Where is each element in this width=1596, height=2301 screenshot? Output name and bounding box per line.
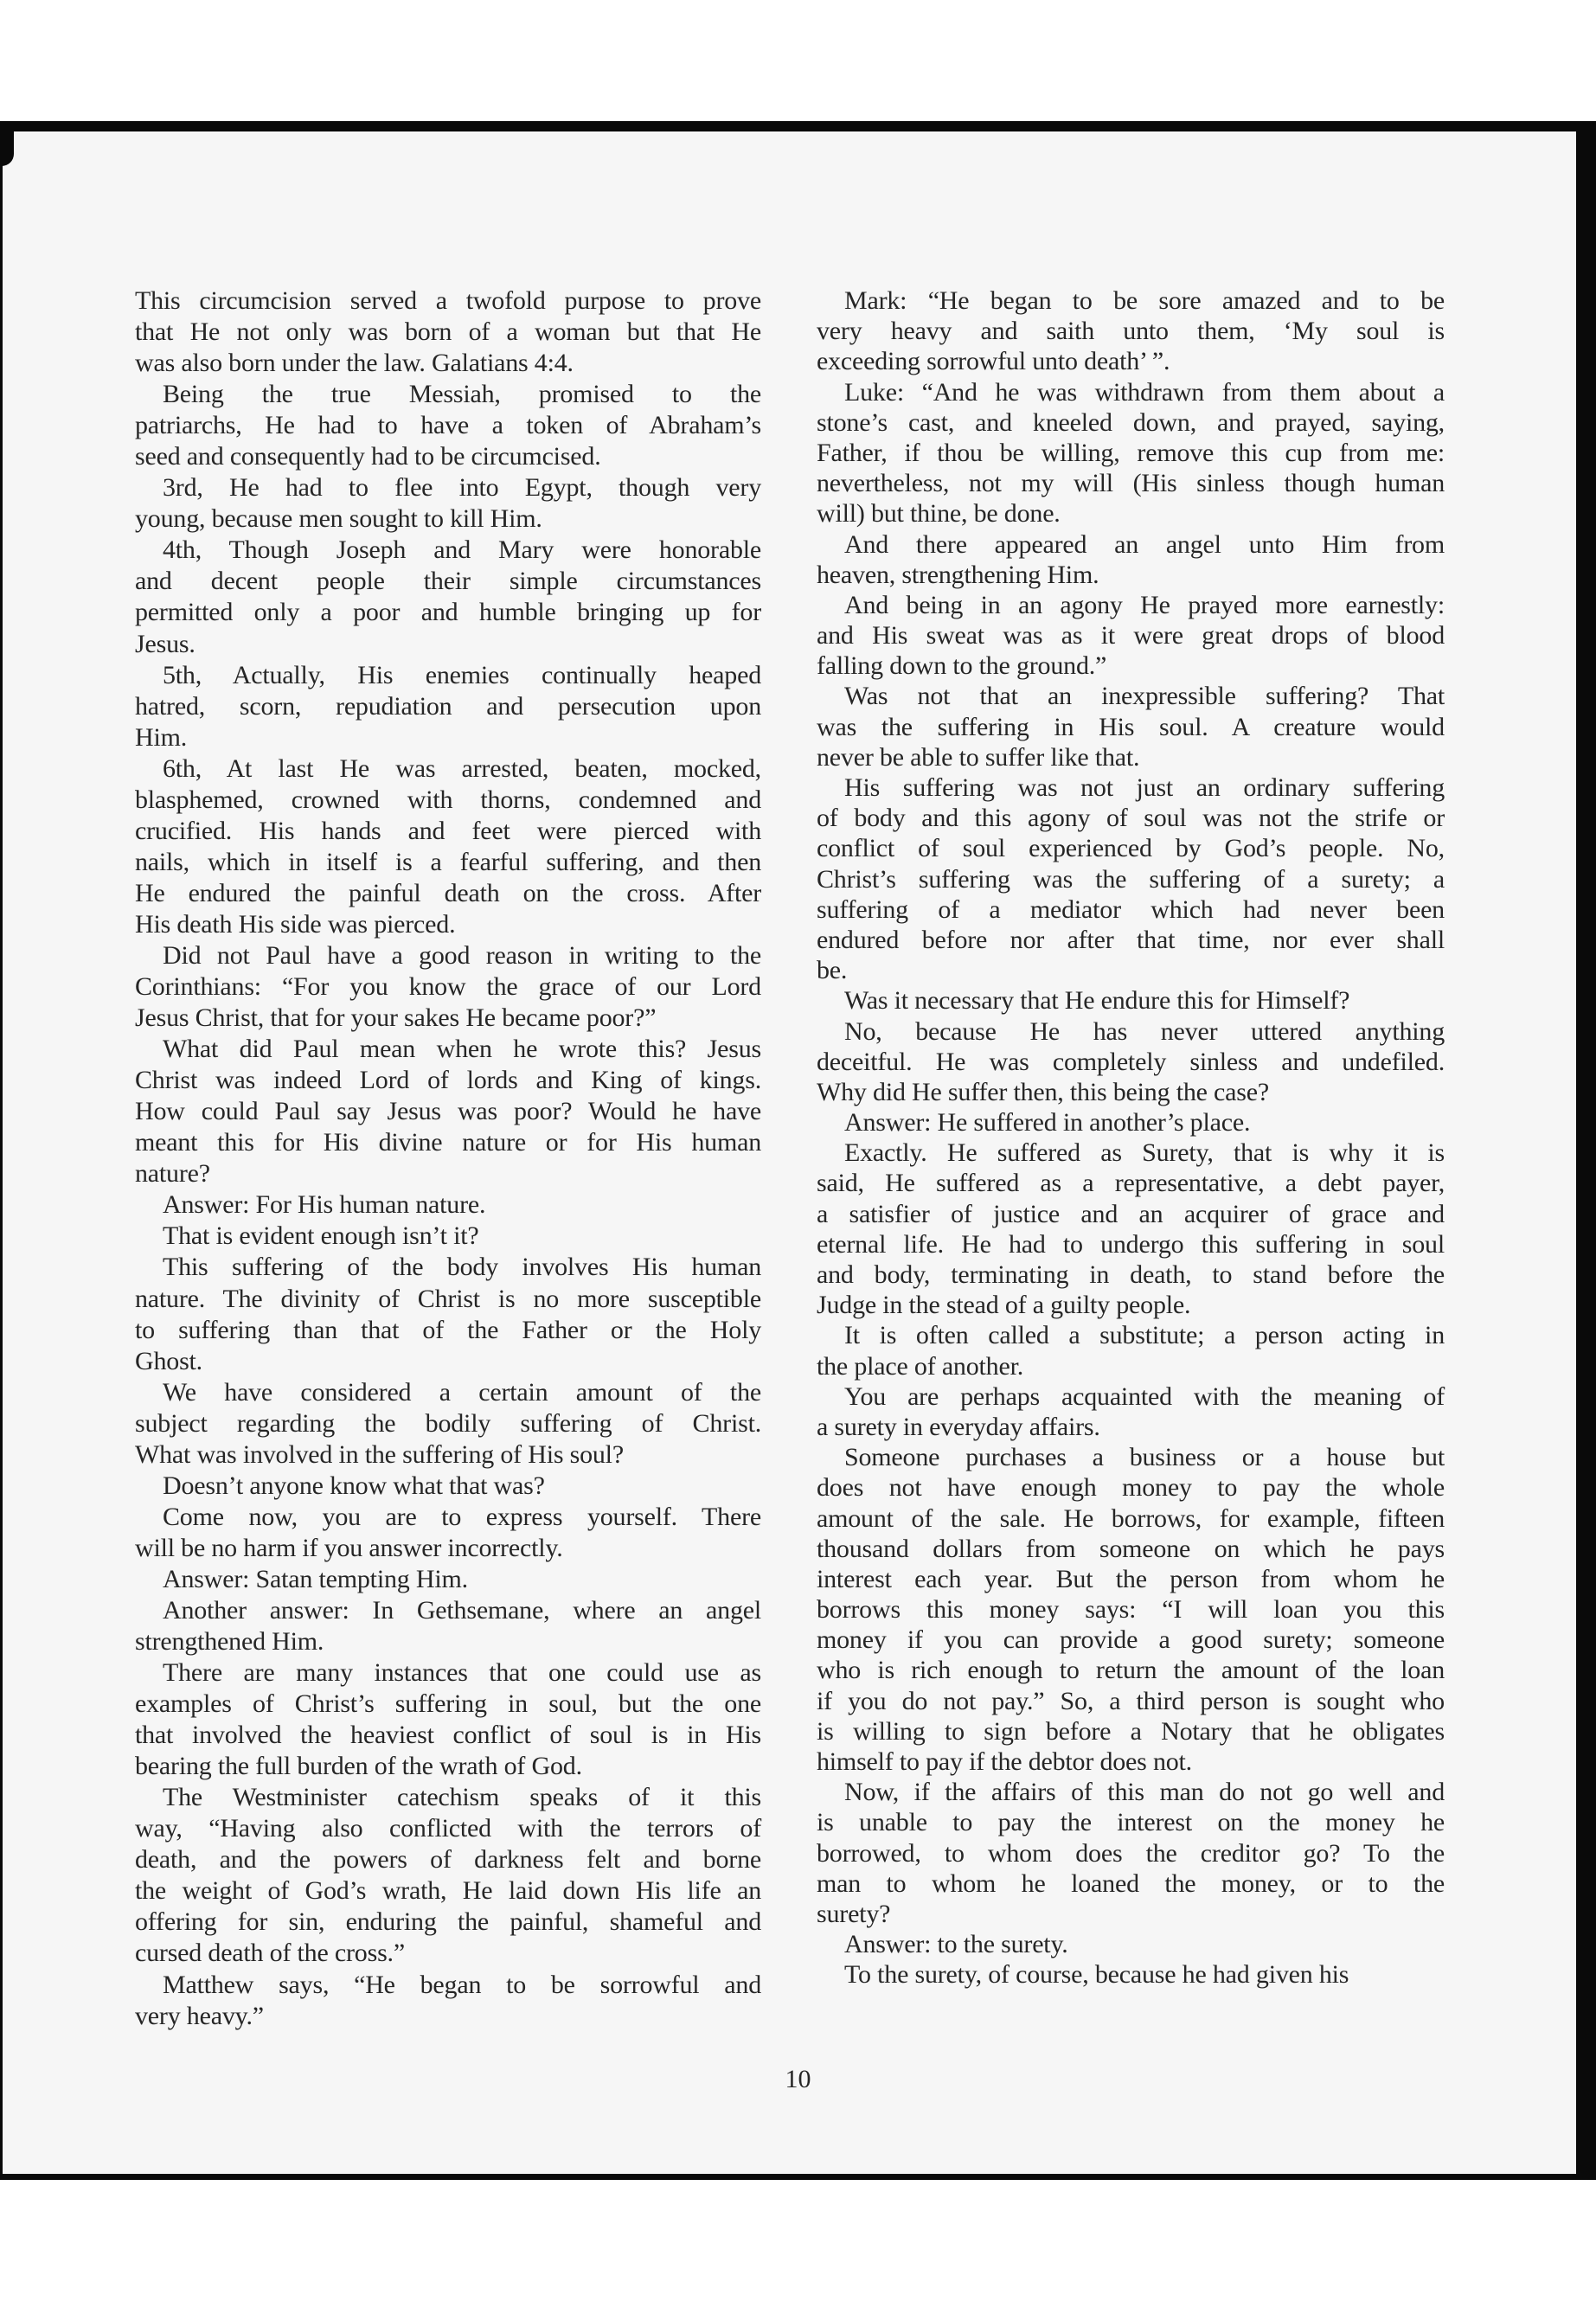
text-line: Being the true Messiah, promised to the [163, 380, 761, 409]
text-line: a surety in everyday affairs. [817, 1412, 1100, 1441]
text-line: Someone purchases a business or a house but [844, 1443, 1445, 1472]
text-line: We have considered a certain amount of the [163, 1377, 761, 1407]
text-line: His death His side was pierced. [135, 909, 456, 939]
paragraph [135, 1564, 761, 1595]
text-line: Answer: He suffered in another’s place. [844, 1108, 1251, 1138]
text-line: does not have enough money to pay the whole [817, 1473, 1445, 1503]
text-line: if you do not pay.” So, a third person is sought who [817, 1686, 1445, 1715]
paragraph [817, 1777, 1445, 1929]
text-line: Christ was indeed Lord of lords and King of kings. [135, 1066, 761, 1095]
text-line: and decent people their simple circumstances [135, 567, 761, 596]
paragraph [135, 285, 761, 379]
text-line: bearing the full burden of the wrath of God. [135, 1752, 582, 1781]
text-line: He endured the painful death on the cross. After [135, 878, 761, 907]
paragraph [135, 1970, 761, 2032]
text-line: To the surety, of course, because he had given his [844, 1960, 1349, 1990]
text-line: What did Paul mean when he wrote this? Jesus [163, 1035, 761, 1064]
text-line: suffering of a mediator which had never been [817, 894, 1445, 924]
paragraph [135, 753, 761, 940]
text-line: meant this for His divine nature or for His human [135, 1128, 761, 1157]
text-line: money if you can provide a good surety; someone [817, 1625, 1445, 1655]
text-line: deceitful. He was completely sinless and undefiled. [817, 1047, 1445, 1076]
text-line: borrowed, to whom does the creditor go? To the [817, 1838, 1445, 1868]
text-line: 6th, At last He was arrested, beaten, mocked, [163, 753, 761, 783]
text-line: Mark: “He began to be sore amazed and to be [844, 286, 1445, 315]
paragraph [135, 1034, 761, 1189]
text-line: strengthened Him. [135, 1627, 324, 1657]
text-line: You are perhaps acquainted with the meaning of [844, 1381, 1445, 1411]
text-line: Luke: “And he was withdrawn from them about a [844, 377, 1445, 407]
text-line: nails, which in itself is a fearful suffering, and then [135, 847, 761, 876]
text-line: His suffering was not just an ordinary suffering [844, 773, 1445, 802]
text-line: nature. The divinity of Christ is no more susceptible [135, 1284, 761, 1313]
text-line: Answer: For His human nature. [163, 1190, 486, 1220]
text-line: a satisfier of justice and an acquirer of grace and [817, 1199, 1445, 1228]
text-line: permitted only a poor and humble bringing up for [135, 598, 761, 627]
text-line: blasphemed, crowned with thorns, condemned and [135, 785, 761, 814]
text-line: hatred, scorn, repudiation and persecution upon [135, 691, 761, 721]
text-line: be. [817, 956, 848, 985]
text-line: is willing to sign before a Notary that he obligates [817, 1716, 1445, 1746]
text-line: endured before nor after that time, nor ever shall [817, 925, 1445, 954]
paragraph [135, 660, 761, 753]
text-line: was the suffering in His soul. A creature would [817, 712, 1445, 741]
paragraph [135, 1377, 761, 1471]
text-line: conflict of soul experienced by God’s people. No, [817, 834, 1445, 863]
text-line: seed and consequently had to be circumcised. [135, 442, 601, 471]
text-column-left [135, 285, 761, 2032]
text-line: offering for sin, enduring the painful, shameful and [135, 1907, 761, 1937]
text-line: and body, terminating in death, to stand before the [817, 1260, 1445, 1289]
text-line: of body and this agony of soul was not the strife or [817, 804, 1445, 833]
text-line: death, and the powers of darkness felt and borne [135, 1845, 761, 1875]
text-line: young, because men sought to kill Him. [135, 504, 542, 534]
text-line: is unable to pay the interest on the money he [817, 1808, 1445, 1837]
paragraph [135, 1782, 761, 1969]
page-number: 10 [785, 2065, 811, 2093]
text-line: to suffering than that of the Father or the Holy [135, 1315, 761, 1344]
text-line: There are many instances that one could use as [163, 1658, 761, 1688]
paragraph [817, 1107, 1445, 1138]
text-line: that involved the heaviest conflict of soul is in His [135, 1721, 761, 1750]
paragraph [817, 681, 1445, 772]
text-line: 4th, Though Joseph and Mary were honorable [163, 535, 761, 565]
text-line: And being in an agony He prayed more earnestly: [844, 590, 1445, 619]
text-line: himself to pay if the debtor does not. [817, 1747, 1192, 1776]
text-line: nevertheless, not my will (His sinless though human [817, 469, 1445, 498]
text-line: Exactly. He suffered as Surety, that is why it is [844, 1138, 1445, 1168]
text-line: eternal life. He had to undergo this suffering in soul [817, 1229, 1445, 1259]
text-line: Jesus. [135, 629, 195, 658]
text-line: The Westminister catechism speaks of it this [163, 1783, 761, 1812]
text-line: was also born under the law. Galatians 4:4. [135, 349, 574, 378]
text-line: stone’s cast, and kneeled down, and prayed, saying, [817, 407, 1445, 437]
paragraph [135, 472, 761, 535]
paragraph [817, 1016, 1445, 1108]
text-line: nature? [135, 1159, 210, 1189]
text-line: examples of Christ’s suffering in soul, but the one [135, 1689, 761, 1719]
text-line: This circumcision served a twofold purpose to prove [135, 286, 761, 315]
paragraph [135, 1657, 761, 1782]
paragraph [817, 285, 1445, 377]
paragraph [817, 1138, 1445, 1320]
text-line: Jesus Christ, that for your sakes He became poor?” [135, 1003, 657, 1033]
paragraph [135, 1502, 761, 1564]
text-line: crucified. His hands and feet were pierced with [135, 816, 761, 845]
paragraph [135, 379, 761, 472]
paragraph [817, 1442, 1445, 1777]
text-line: way, “Having also conflicted with the terrors of [135, 1814, 761, 1843]
text-line: And there appeared an angel unto Him from [844, 529, 1445, 559]
text-line: Father, if thou be willing, remove this cup from me: [817, 438, 1445, 467]
text-line: the weight of God’s wrath, He laid down His life an [135, 1876, 761, 1906]
text-line: No, because He has never uttered anything [844, 1016, 1445, 1046]
text-line: cursed death of the cross.” [135, 1939, 405, 1968]
text-line: Was it necessary that He endure this for Himself? [844, 986, 1350, 1016]
text-line: Him. [135, 722, 188, 752]
text-line: How could Paul say Jesus was poor? Would he have [135, 1097, 761, 1126]
text-line: This suffering of the body involves His human [163, 1253, 761, 1282]
text-line: What was involved in the suffering of His soul? [135, 1439, 624, 1469]
text-line: heaven, strengthening Him. [817, 560, 1099, 589]
paragraph [817, 590, 1445, 682]
text-line: said, He suffered as a representative, a debt payer, [817, 1169, 1445, 1198]
text-line: exceeding sorrowful unto death’ ”. [817, 347, 1170, 376]
text-line: Christ’s suffering was the suffering of a surety; a [817, 864, 1445, 894]
text-line: falling down to the ground.” [817, 651, 1107, 681]
text-line: Ghost. [135, 1346, 202, 1375]
text-column-right [817, 285, 1445, 1990]
paragraph [135, 1595, 761, 1657]
text-line: will) but thine, be done. [817, 499, 1061, 529]
paragraph [817, 1381, 1445, 1442]
text-line: Matthew says, “He began to be sorrowful and [163, 1970, 761, 1999]
paragraph [135, 535, 761, 659]
text-line: 3rd, He had to flee into Egypt, though very [163, 473, 761, 503]
text-line: surety? [817, 1899, 891, 1928]
paragraph [817, 985, 1445, 1016]
text-line: very heavy.” [135, 2001, 264, 2030]
text-line: who is rich enough to return the amount of the loan [817, 1656, 1445, 1685]
text-line: Was not that an inexpressible suffering? That [844, 682, 1445, 711]
paragraph [817, 772, 1445, 985]
text-line: Judge in the stead of a guilty people. [817, 1291, 1191, 1320]
text-line: Answer: Satan tempting Him. [163, 1564, 468, 1593]
text-line: Did not Paul have a good reason in writing to the [163, 940, 761, 970]
text-line: amount of the sale. He borrows, for example, fifteen [817, 1503, 1445, 1533]
paragraph [135, 1221, 761, 1252]
text-line: Now, if the affairs of this man do not go well and [844, 1778, 1445, 1807]
text-line: Another answer: In Gethsemane, where an angel [163, 1595, 761, 1625]
text-line: Why did He suffer then, this being the case? [817, 1077, 1269, 1106]
text-line: interest each year. But the person from whom he [817, 1564, 1445, 1593]
text-line: thousand dollars from someone on which he pays [817, 1534, 1445, 1563]
text-line: man to whom he loaned the money, or to the [817, 1868, 1445, 1898]
scan-corner-shadow [0, 121, 14, 166]
text-line: Come now, you are to express yourself. There [163, 1502, 761, 1531]
paragraph [817, 377, 1445, 529]
text-line: the place of another. [817, 1351, 1024, 1381]
text-line: and His sweat was as it were great drops of blood [817, 621, 1445, 651]
text-line: That is evident enough isn’t it? [163, 1221, 479, 1251]
text-line: Doesn’t anyone know what that was? [163, 1471, 545, 1500]
text-line: that He not only was born of a woman but that He [135, 317, 761, 347]
text-line: Answer: to the surety. [844, 1930, 1068, 1959]
paragraph [135, 1471, 761, 1502]
paragraph [135, 1252, 761, 1376]
paragraph [135, 1189, 761, 1221]
text-line: will be no harm if you answer incorrectly. [135, 1533, 563, 1562]
text-line: borrows this money says: “I will loan you this [817, 1595, 1445, 1625]
text-line: 5th, Actually, His enemies continually heaped [163, 660, 761, 689]
text-line: very heavy and saith unto them, ‘My soul is [817, 317, 1445, 346]
paragraph [135, 940, 761, 1034]
text-line: It is often called a substitute; a person acting in [844, 1321, 1445, 1350]
paragraph [817, 1929, 1445, 1959]
text-line: patriarchs, He had to have a token of Abraham’s [135, 411, 761, 440]
text-line: never be able to suffer like that. [817, 742, 1140, 772]
paragraph [817, 1320, 1445, 1381]
text-line: subject regarding the bodily suffering of Christ. [135, 1408, 761, 1438]
paragraph [817, 1959, 1445, 1990]
text-line: Corinthians: “For you know the grace of our Lord [135, 972, 761, 1002]
paragraph [817, 529, 1445, 590]
